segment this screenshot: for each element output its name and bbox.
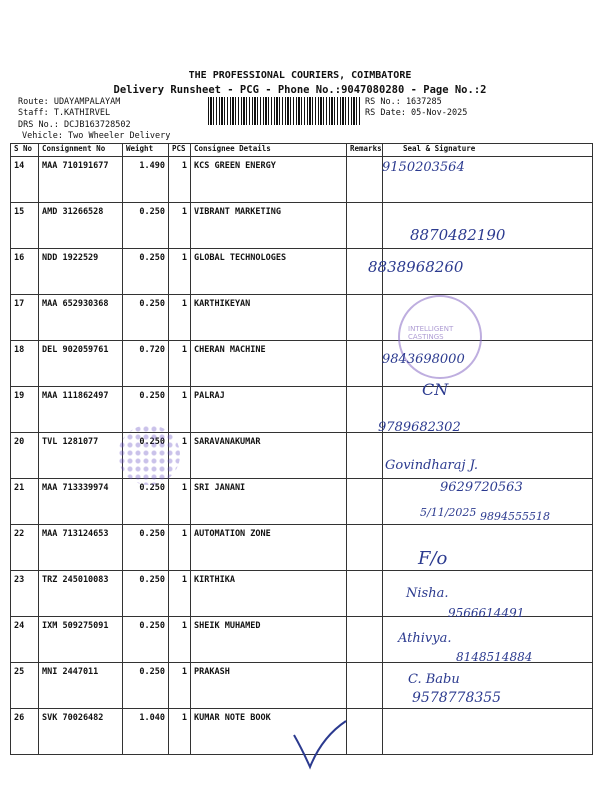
row-consignment-no: IXM 509275091: [39, 617, 123, 663]
col-signature: Seal & Signature: [383, 144, 593, 157]
row-consignment-no: TRZ 245010083: [39, 571, 123, 617]
row-pcs: 1: [169, 341, 191, 387]
row-pcs: 1: [169, 387, 191, 433]
row-consignee: PRAKASH: [191, 663, 347, 709]
runsheet-subtitle: Delivery Runsheet - PCG - Phone No.:9047080280 - Page No.:2: [113, 84, 487, 96]
seal-text: INTELLIGENT CASTINGS: [408, 325, 454, 341]
drs-number: DRS No.: DCJB163728502: [18, 120, 131, 130]
row-remarks: [347, 571, 383, 617]
rs-date: RS Date: 05-Nov-2025: [365, 108, 468, 118]
row-sno: 15: [11, 203, 39, 249]
row-weight: 0.250: [123, 571, 169, 617]
handwritten-mark: CN: [422, 380, 449, 399]
handwritten-phone: 8838968260: [368, 258, 464, 276]
row-remarks: [347, 709, 383, 755]
row-weight: 0.250: [123, 295, 169, 341]
row-weight: 0.250: [123, 249, 169, 295]
row-consignment-no: TVL 1281077: [39, 433, 123, 479]
row-remarks: [347, 525, 383, 571]
row-weight: 0.250: [123, 387, 169, 433]
row-pcs: 1: [169, 157, 191, 203]
row-consignee: SRI JANANI: [191, 479, 347, 525]
table-header-row: [11, 144, 593, 157]
company-title: THE PROFESSIONAL COURIERS, COIMBATORE: [188, 70, 412, 81]
handwritten-phone: 9578778355: [412, 690, 502, 706]
row-sno: 26: [11, 709, 39, 755]
staff-label: Staff: T.KATHIRVEL: [18, 108, 111, 118]
row-sno: 23: [11, 571, 39, 617]
row-remarks: [347, 433, 383, 479]
handwritten-phone: 8870482190: [410, 226, 506, 244]
row-sno: 17: [11, 295, 39, 341]
row-sno: 25: [11, 663, 39, 709]
handwritten-name: Athivya.: [398, 631, 452, 646]
col-consignee: Consignee Details: [191, 144, 347, 157]
row-remarks: [347, 341, 383, 387]
row-signature: [383, 709, 593, 755]
row-consignment-no: NDD 1922529: [39, 249, 123, 295]
row-weight: 0.250: [123, 203, 169, 249]
row-weight: 0.250: [123, 663, 169, 709]
row-consignee: PALRAJ: [191, 387, 347, 433]
row-consignee: CHERAN MACHINE: [191, 341, 347, 387]
row-weight: 1.040: [123, 709, 169, 755]
row-pcs: 1: [169, 249, 191, 295]
handwritten-name: Govindharaj J.: [385, 458, 478, 473]
row-consignment-no: MAA 713124653: [39, 525, 123, 571]
row-remarks: [347, 203, 383, 249]
vehicle-label: Vehicle: Two Wheeler Delivery: [22, 131, 171, 141]
row-sno: 16: [11, 249, 39, 295]
handwritten-phone: 9566614491: [448, 606, 525, 620]
rs-number: RS No.: 1637285: [365, 97, 442, 107]
row-consignee: SARAVANAKUMAR: [191, 433, 347, 479]
row-weight: 0.250: [123, 479, 169, 525]
row-remarks: [347, 617, 383, 663]
row-consignment-no: MNI 2447011: [39, 663, 123, 709]
row-weight: 0.250: [123, 525, 169, 571]
row-pcs: 1: [169, 709, 191, 755]
row-remarks: [347, 295, 383, 341]
row-sno: 24: [11, 617, 39, 663]
row-remarks: [347, 157, 383, 203]
row-pcs: 1: [169, 525, 191, 571]
row-sno: 20: [11, 433, 39, 479]
row-pcs: 1: [169, 571, 191, 617]
handwritten-name: Nisha.: [406, 586, 449, 601]
handwritten-phone: 9843698000: [382, 352, 465, 367]
row-sno: 21: [11, 479, 39, 525]
row-sno: 19: [11, 387, 39, 433]
table-row: [11, 341, 593, 387]
table-row: [11, 387, 593, 433]
handwritten-name: C. Babu: [408, 672, 460, 687]
row-sno: 18: [11, 341, 39, 387]
table-row: [11, 663, 593, 709]
row-consignee: KUMAR NOTE BOOK: [191, 709, 347, 755]
handwritten-signature: 9150203564: [382, 160, 465, 175]
row-pcs: 1: [169, 295, 191, 341]
row-consignment-no: MAA 111862497: [39, 387, 123, 433]
row-pcs: 1: [169, 479, 191, 525]
row-pcs: 1: [169, 663, 191, 709]
col-remarks: Remarks: [347, 144, 383, 157]
table-row: [11, 433, 593, 479]
row-consignment-no: DEL 902059761: [39, 341, 123, 387]
row-remarks: [347, 663, 383, 709]
table-row: [11, 525, 593, 571]
handwritten-phone: 9789682302: [378, 420, 461, 435]
row-weight: 1.490: [123, 157, 169, 203]
row-consignee: VIBRANT MARKETING: [191, 203, 347, 249]
handwritten-phone: 9894555518: [480, 510, 550, 523]
row-consignee: SHEIK MUHAMED: [191, 617, 347, 663]
row-pcs: 1: [169, 617, 191, 663]
col-pcs: PCS: [169, 144, 191, 157]
handwritten-mark: F/o: [418, 548, 448, 569]
row-consignment-no: MAA 710191677: [39, 157, 123, 203]
row-consignment-no: MAA 713339974: [39, 479, 123, 525]
table-row: [11, 295, 593, 341]
row-pcs: 1: [169, 433, 191, 479]
checkmark-icon: [290, 715, 350, 775]
handwritten-date: 5/11/2025: [420, 506, 477, 519]
table-row: [11, 249, 593, 295]
ink-smudge: [118, 425, 180, 485]
row-consignment-no: SVK 70026482: [39, 709, 123, 755]
route-label: Route: UDAYAMPALAYAM: [18, 97, 121, 107]
handwritten-phone: 8148514884: [456, 650, 533, 664]
row-weight: 0.250: [123, 433, 169, 479]
handwritten-phone: 9629720563: [440, 480, 523, 495]
row-weight: 0.250: [123, 617, 169, 663]
barcode: [208, 97, 360, 125]
col-weight: Weight: [123, 144, 169, 157]
row-consignment-no: AMD 31266528: [39, 203, 123, 249]
col-sno: S No: [11, 144, 39, 157]
row-pcs: 1: [169, 203, 191, 249]
table-row: [11, 157, 593, 203]
row-consignment-no: MAA 652930368: [39, 295, 123, 341]
row-sno: 14: [11, 157, 39, 203]
row-consignee: KCS GREEN ENERGY: [191, 157, 347, 203]
row-remarks: [347, 479, 383, 525]
col-consignment: Consignment No: [39, 144, 123, 157]
row-consignee: KIRTHIKA: [191, 571, 347, 617]
row-consignee: KARTHIKEYAN: [191, 295, 347, 341]
row-sno: 22: [11, 525, 39, 571]
row-consignee: AUTOMATION ZONE: [191, 525, 347, 571]
row-consignee: GLOBAL TECHNOLOGES: [191, 249, 347, 295]
row-weight: 0.720: [123, 341, 169, 387]
row-signature: [383, 525, 593, 571]
